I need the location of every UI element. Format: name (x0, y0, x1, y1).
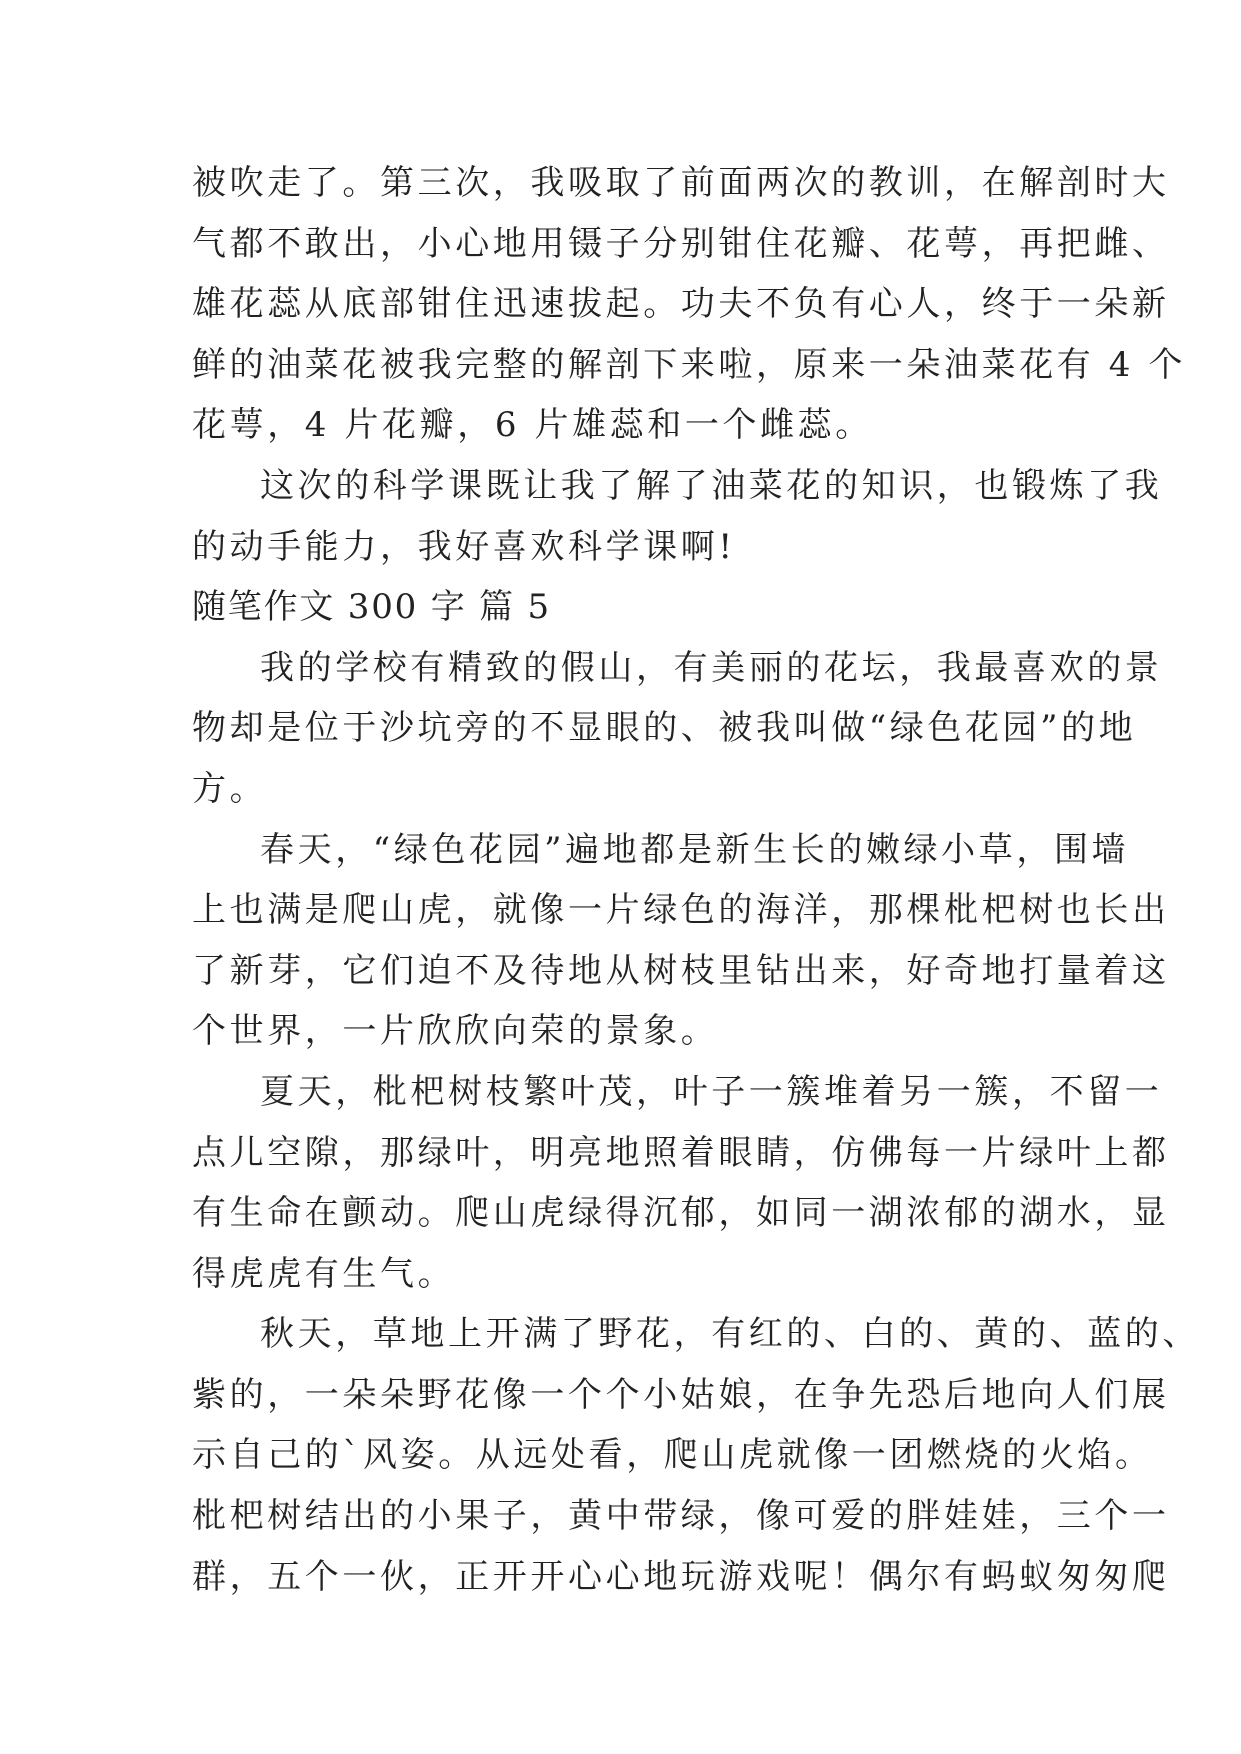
text-line: 雄花蕊从底部钳住迅速拔起。功夫不负有心人，终于一朵新 (192, 284, 1170, 325)
text-line: 的动手能力，我好喜欢科学课啊! (192, 526, 736, 567)
text-line: 有生命在颤动。爬山虎绿得沉郁，如同一湖浓郁的湖水，显 (192, 1193, 1170, 1234)
text-line: 得虎虎有生气。 (192, 1253, 456, 1294)
text-line: 被吹走了。第三次，我吸取了前面两次的教训，在解剖时大 (192, 163, 1170, 203)
text-line: 气都不敢出，小心地用镊子分别钳住花瓣、花萼，再把雌、 (192, 223, 1170, 264)
text-line: 紫的，一朵朵野花像一个个小姑娘，在争先恐后地向人们展 (192, 1374, 1170, 1415)
text-line: 示自己的`风姿。从远处看，爬山虎就像一团燃烧的火焰。 (192, 1435, 1153, 1476)
paragraph-first-line: 这次的科学课既让我了解了油菜花的知识，也锻炼了我 (260, 465, 1163, 506)
text-line: 了新芽，它们迫不及待地从树枝里钻出来，好奇地打量着这 (192, 950, 1170, 991)
paragraph-first-line: 秋天，草地上开满了野花，有红的、白的、黄的、蓝的、 (260, 1314, 1200, 1355)
document-body (192, 153, 1200, 1607)
text-line: 点儿空隙，那绿叶，明亮地照着眼睛，仿佛每一片绿叶上都 (192, 1132, 1170, 1173)
paragraph-first-line: 夏天，枇杷树枝繁叶茂，叶子一簇堆着另一簇，不留一 (260, 1071, 1163, 1112)
text-line: 鲜的油菜花被我完整的解剖下来啦，原来一朵油菜花有 4 个 (192, 344, 1187, 385)
text-line: 枇杷树结出的小果子，黄中带绿，像可爱的胖娃娃，三个一 (192, 1496, 1170, 1537)
paragraph-first-line: 我的学校有精致的假山，有美丽的花坛，我最喜欢的景 (260, 647, 1163, 688)
text-line: 上也满是爬山虎，就像一片绿色的海洋，那棵枇杷树也长出 (192, 890, 1170, 931)
section-heading: 随笔作文 300 字 篇 5 (192, 587, 551, 628)
text-line: 花萼，4 片花瓣，6 片雄蕊和一个雌蕊。 (192, 405, 873, 446)
text-line: 方。 (192, 768, 268, 809)
paragraph-first-line: 春天，“绿色花园”遍地都是新生长的嫩绿小草，围墙 (260, 829, 1130, 870)
text-line: 物却是位于沙坑旁的不显眼的、被我叫做“绿色花园”的地 (192, 708, 1137, 749)
text-line: 个世界，一片欣欣向荣的景象。 (192, 1011, 719, 1052)
text-line: 群，五个一伙，正开开心心地玩游戏呢！偶尔有蚂蚁匆匆爬 (192, 1556, 1170, 1597)
